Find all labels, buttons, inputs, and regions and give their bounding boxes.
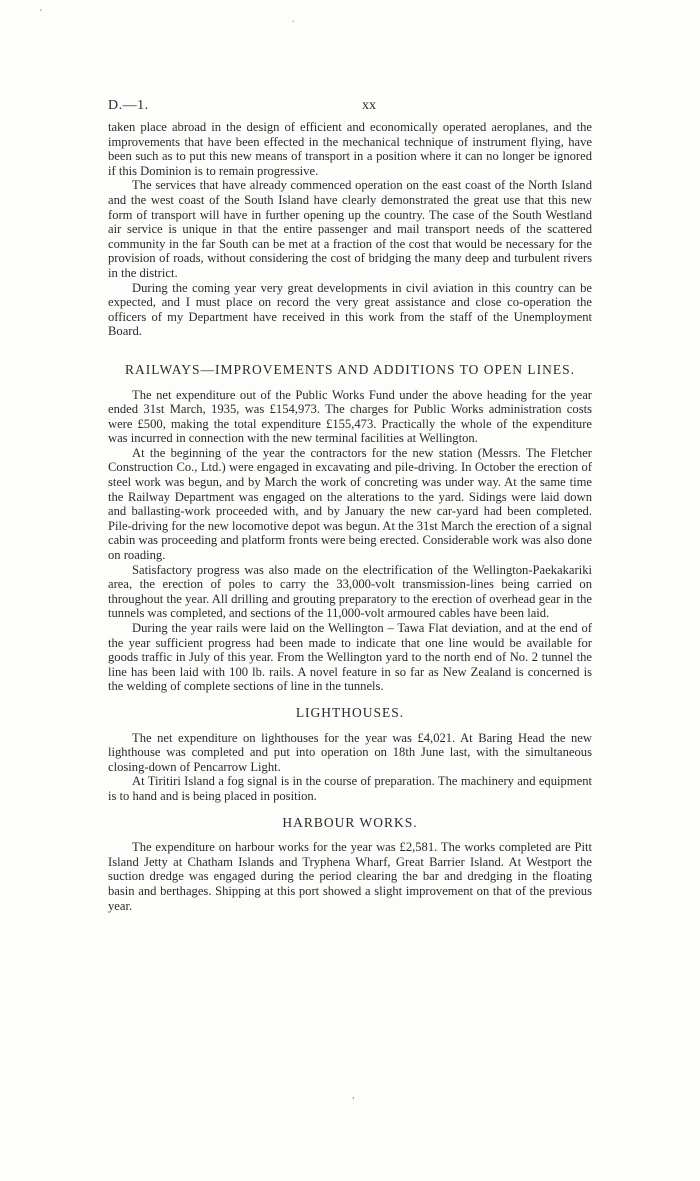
section-heading: LIGHTHOUSES. <box>295 704 405 720</box>
harbour-works-section <box>108 816 592 914</box>
paragraph: The net expenditure on lighthouses for the year was £4,021. At Baring Head the new lighthouse was completed and put into operation on 18th June last, with the simultaneous closing-down of Pencarrow Light. <box>108 730 592 774</box>
paragraph: Satisfactory progress was also made on the electrification of the Wellington-Paekakariki area, the erection of poles to carry the 33,000-volt transmission-lines being carried on throughout the year. All drilling and grouting preparatory to the erection of overhead gear in the tunnels was completed, and sections of the 11,000-volt armoured cables have been laid. <box>108 562 592 621</box>
scan-speck: . <box>292 14 295 25</box>
railways-section <box>108 363 592 694</box>
paragraph: At Tiritiri Island a fog signal is in the course of preparation. The machinery and equipment is to hand and is being placed in position. <box>108 774 592 803</box>
page-header <box>108 98 592 118</box>
paragraph: The services that have already commenced operation on the east coast of the North Island and the west coast of the South Island have clearly demonstrated the great use that this new form of transport will have in further opening up the country. The case of the South Westland air service is unique in that the entire passenger and mail transport needs of the scattered community in the far South can be met at a fraction of the cost that would be necessary for the provision of roads, without considering the cost of bridging the many deep and turbulent rivers in the district. <box>108 178 592 280</box>
document-reference: D.—1. <box>108 98 149 113</box>
paragraph: During the coming year very great developments in civil aviation in this country can be expected, and I must place on record the very great assistance and close co-operation the officers of my Department have received in this work from the staff of the Unemployment Board. <box>108 280 592 339</box>
page-number: xx <box>362 98 376 113</box>
scan-speck: , <box>352 1090 355 1101</box>
paragraph: The net expenditure out of the Public Works Fund under the above heading for the year ended 31st March, 1935, was £154,973. The charges for Public Works administration costs were £500, making the total expenditure £155,473. Practically the whole of the expenditure was incurred in connection with the new terminal facilities at Wellington. <box>108 387 592 446</box>
scan-speck: ' <box>40 8 42 19</box>
paragraph: The expenditure on harbour works for the year was £2,581. The works completed are Pitt Island Jetty at Chatham Islands and Tryphena Wharf, Great Barrier Island. At Westport the suction dredge was engaged during the period clearing the bar and dredging in the floating basin and berthages. Shipping at this port showed a slight improvement on that of the previous year. <box>108 840 592 913</box>
document-body <box>108 120 592 913</box>
section-heading: HARBOUR WORKS. <box>282 814 418 830</box>
lighthouses-section <box>108 706 592 804</box>
intro-section <box>108 120 592 339</box>
section-heading: RAILWAYS—IMPROVEMENTS AND ADDITIONS TO OPEN LINES. <box>124 361 576 377</box>
paragraph: During the year rails were laid on the Wellington – Tawa Flat deviation, and at the end of the year sufficient progress had been made to indicate that one line would be available for goods traffic in July of this year. From the Wellington yard to the north end of No. 2 tunnel the line has been laid with 100 lb. rails. A novel feature in so far as New Zealand is concerned is the welding of complete sections of line in the tunnels. <box>108 621 592 694</box>
paragraph: taken place abroad in the design of efficient and economically operated aeroplanes, and the improvements that have been effected in the mechanical technique of instrument flying, have been such as to put this new means of transport in a position where it can no longer be ignored if this Dominion is to remain progressive. <box>108 120 592 178</box>
paragraph: At the beginning of the year the contractors for the new station (Messrs. The Fletcher Construction Co., Ltd.) were engaged in excavating and pile-driving. In October the erection of steel work was begun, and by March the work of concreting was under way. At the same time the Railway Department was engaged on the alterations to the yard. Sidings were laid down and ballasting-work proceeded with, and by January the new car-yard had been completed. Pile-driving for the new locomotive depot was begun. At the 31st March the erection of a signal cabin was proceeding and platform fronts were being erected. Considerable work was also done on roading. <box>108 445 592 563</box>
